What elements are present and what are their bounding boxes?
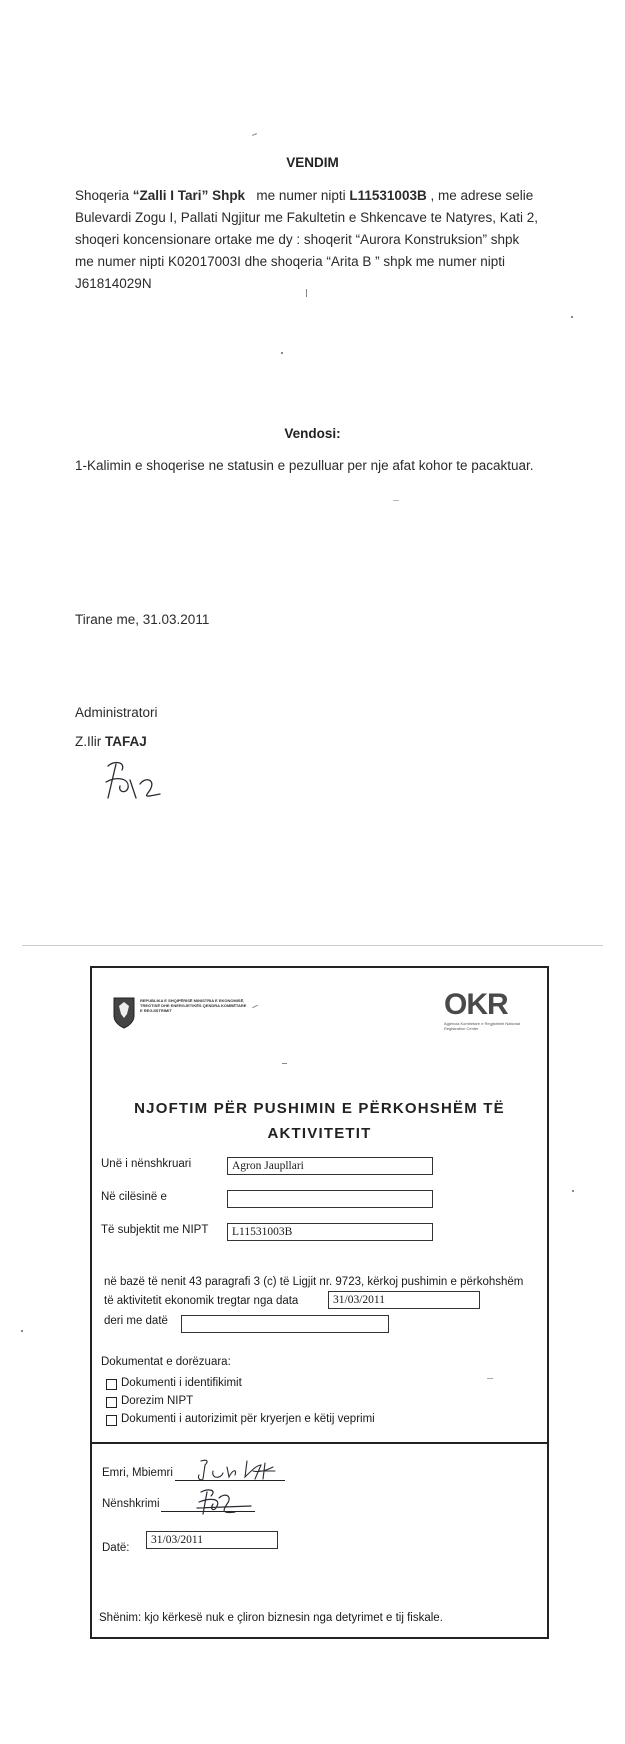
scan-mark xyxy=(252,133,257,136)
decision-title: VENDIM xyxy=(286,155,339,170)
page-separator xyxy=(22,945,603,946)
place-and-date: Tirane me, 31.03.2011 xyxy=(75,612,210,627)
capacity-field[interactable] xyxy=(227,1190,433,1208)
doc-authorization-checkbox[interactable] xyxy=(106,1415,117,1426)
company-nipt: L11531003B xyxy=(349,188,427,203)
scan-mark xyxy=(252,1005,258,1008)
decision-paragraph-line2: Bulevardi Zogu I, Pallati Ngjitur me Fakultetin e Shkencave te Natyres, Kati 2, xyxy=(75,210,538,225)
name-label: Emri, Mbiemri xyxy=(102,1467,173,1479)
company-name: “Zalli I Tari” Shpk xyxy=(132,188,246,203)
signature-label: Nënshkrimi xyxy=(102,1498,160,1510)
okr-logo-subtitle: Agjencia Kombetare e Regjistrimit National Registration Center xyxy=(444,1021,521,1031)
administrator-role: Administratori xyxy=(75,705,158,720)
form-signature xyxy=(195,1486,255,1520)
scan-mark xyxy=(571,316,573,318)
scan-mark xyxy=(282,1063,287,1064)
suspension-notice-form xyxy=(90,966,549,1444)
decision-paragraph-line5: J61814029N xyxy=(75,276,152,291)
decision-paragraph-line3: shoqeri koncensionare ortake me dy : shoqerit “Aurora Konstruksion” shpk xyxy=(75,232,520,247)
ministry-logo-text: REPUBLIKA E SHQIPËRISË MINISTRIA E EKONOMISË, TREGTISË DHE ENERGJETIKËS QENDRA KOMBËTARE E REGJISTRIMIT xyxy=(140,998,247,1013)
okr-logo: OKR xyxy=(444,988,508,1021)
undersigned-field[interactable]: Agron Jaupllari xyxy=(227,1157,433,1175)
doc-nipt-checkbox[interactable] xyxy=(106,1397,117,1408)
from-date-field[interactable]: 31/03/2011 xyxy=(328,1291,480,1309)
nipt-label: Të subjektit me NIPT xyxy=(101,1224,209,1236)
date-label: Datë: xyxy=(102,1542,130,1554)
administrator-name: Z.Ilir TAFAJ xyxy=(75,734,147,749)
form-title-line2: AKTIVITETIT xyxy=(267,1125,372,1142)
scan-mark xyxy=(393,500,399,501)
doc-nipt-label: Dorezim NIPT xyxy=(121,1395,194,1407)
scan-mark xyxy=(21,1330,23,1332)
scan-mark xyxy=(572,1190,574,1192)
date-field[interactable]: 31/03/2011 xyxy=(146,1531,278,1549)
legal-basis-line2: të aktivitetit ekonomik tregtar nga data xyxy=(104,1295,299,1307)
legal-basis-line1: në bazë të nenit 43 paragrafi 3 (c) të Ligjit nr. 9723, kërkoj pushimin e përkohshëm xyxy=(104,1276,524,1288)
doc-identification-checkbox[interactable] xyxy=(106,1379,117,1390)
name-handwriting xyxy=(195,1457,290,1483)
decision-paragraph-line1: Shoqeria “Zalli I Tari” Shpk me numer nipti L11531003B , me adrese selie xyxy=(75,188,534,203)
capacity-label: Në cilësinë e xyxy=(101,1191,167,1203)
doc-identification-label: Dokumenti i identifikimit xyxy=(121,1377,242,1389)
scan-mark xyxy=(306,289,307,297)
nipt-field[interactable]: L11531003B xyxy=(227,1223,433,1241)
until-date-field[interactable] xyxy=(181,1315,389,1333)
documents-label: Dokumentat e dorëzuara: xyxy=(101,1356,231,1368)
form-title-line1: NJOFTIM PËR PUSHIMIN E PËRKOHSHËM TË xyxy=(134,1100,505,1117)
until-date-label: deri me datë xyxy=(104,1315,168,1327)
administrator-signature xyxy=(100,758,182,804)
fiscal-note: Shënim: kjo kërkesë nuk e çliron biznesin nga detyrimet e tij fiskale. xyxy=(99,1612,443,1624)
decision-item-1: 1-Kalimin e shoqerise ne statusin e pezulluar per nje afat kohor te pacaktuar. xyxy=(75,458,534,473)
doc-authorization-label: Dokumenti i autorizimit për kryerjen e këtij veprimi xyxy=(121,1413,375,1425)
decision-paragraph-line4: me numer nipti K02017003I dhe shoqeria “Arita B ” shpk me numer nipti xyxy=(75,254,505,269)
undersigned-label: Unë i nënshkruari xyxy=(101,1158,192,1170)
decides-heading: Vendosi: xyxy=(284,426,341,441)
scan-mark xyxy=(281,352,283,354)
scan-mark xyxy=(487,1378,493,1379)
albania-emblem-icon xyxy=(112,996,136,1030)
